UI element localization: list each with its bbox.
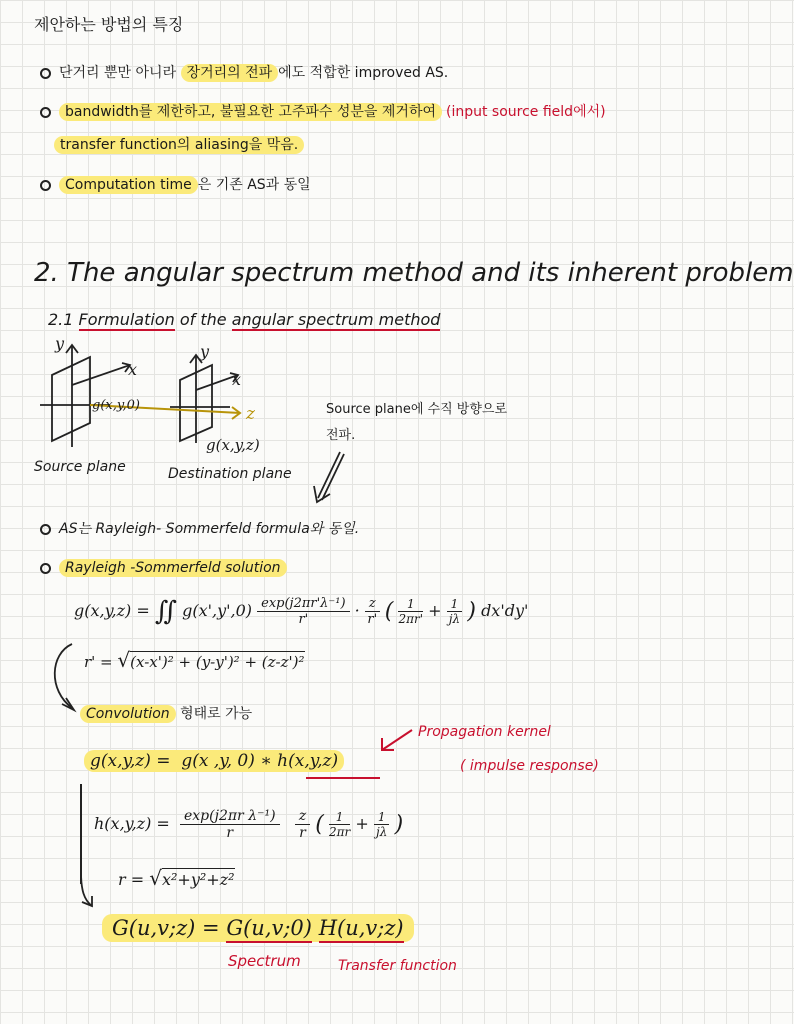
r-prime-equation: r' = √(x-x')² + (y-y')² + (z-z')² [84, 648, 305, 672]
rs-solution-label: Rayleigh -Sommerfeld solution [40, 560, 287, 576]
highlight-long-range: 장거리의 전파 [181, 64, 279, 82]
curved-arrow-icon [44, 640, 84, 720]
section-heading: 2. The angular spectrum method and its inherent problem [34, 258, 794, 288]
subsection-heading: 2.1 Formulation of the angular spectrum method [48, 310, 441, 329]
source-field-label: g(x,y,0) [92, 398, 140, 413]
convolution-equation: g(x,y,z) = g(x ,y, 0) ∗ h(x,y,z) [84, 750, 344, 772]
feature-2 [40, 101, 606, 121]
impulse-response-label: ( impulse response) [460, 758, 599, 774]
x-axis-label: x [128, 360, 138, 379]
highlight-bandwidth: bandwidth를 제한하고, 불필요한 고주파수 성분을 제거하여 [59, 103, 442, 121]
propagation-note-1: Source plane에 수직 방향으로 [326, 402, 508, 417]
arrow-down-left-icon [308, 448, 348, 508]
feature-3: Computation time 은 기존 AS과 동일 [40, 174, 311, 194]
feature-1: 단거리 뿐만 아니라 장거리의 전파 에도 적합한 improved AS. [40, 62, 448, 82]
input-source-note: (input source field에서) [446, 104, 606, 120]
rs-equation: g(x,y,z) = ∬ g(x',y',0) $\frac{\text{exp(j2πr'λ⁻¹)}}{r'}$ · $\frac{z}{r'}$ ( $\frac{1}{2\pi r'}$ + $\frac{1}{j\lambda}$ ) dx'dy' [74, 596, 529, 627]
propagation-kernel-label: Propagation kernel [418, 724, 551, 740]
convolution-line: Convolution 형태로 가능 [80, 703, 252, 723]
highlight-computation: Computation time [59, 176, 198, 194]
bullet-icon [40, 563, 51, 574]
destination-plane-sketch [170, 355, 238, 443]
bullet-icon [40, 107, 51, 118]
dest-field-label: g(x,y,z) [206, 436, 260, 454]
kernel-underline [306, 777, 380, 779]
source-plane-sketch [40, 345, 130, 447]
bracket-line [80, 784, 82, 884]
transfer-function-label: Transfer function [338, 958, 457, 974]
red-arrow-icon [376, 726, 416, 756]
page-title: 제안하는 방법의 특징 [34, 15, 184, 34]
propagation-note-2: 전파. [326, 428, 356, 443]
y-axis-label: y [55, 334, 65, 353]
bullet-icon [40, 68, 51, 79]
bullet-icon [40, 524, 51, 535]
as-equivalence: AS는 Rayleigh- Sommerfeld formula와 동일. [40, 518, 359, 538]
spectrum-label: Spectrum [228, 952, 301, 970]
dest-y-axis-label: y [200, 342, 210, 361]
source-plane-label: Source plane [34, 459, 126, 475]
bullet-icon [40, 180, 51, 191]
highlight-aliasing: transfer function의 aliasing을 막음. [54, 136, 304, 154]
r-equation: r = √x²+y²+z² [118, 866, 235, 890]
dest-x-axis-label: x [232, 370, 242, 389]
h-equation: h(x,y,z) = $\frac{\text{exp(j2πr λ⁻¹)}}{r}$ $\frac{z}{r}$ ( $\frac{1}{2\pi r}$ + $\frac{1}{j\lambda}$ ) [94, 808, 404, 841]
down-arrow-icon [70, 870, 100, 910]
destination-plane-label: Destination plane [168, 466, 292, 482]
transfer-equation: G(u,v;z) = G(u,v;0) H(u,v;z) [102, 914, 414, 942]
z-axis-label: z [246, 404, 255, 424]
feature-2-cont [54, 134, 304, 154]
